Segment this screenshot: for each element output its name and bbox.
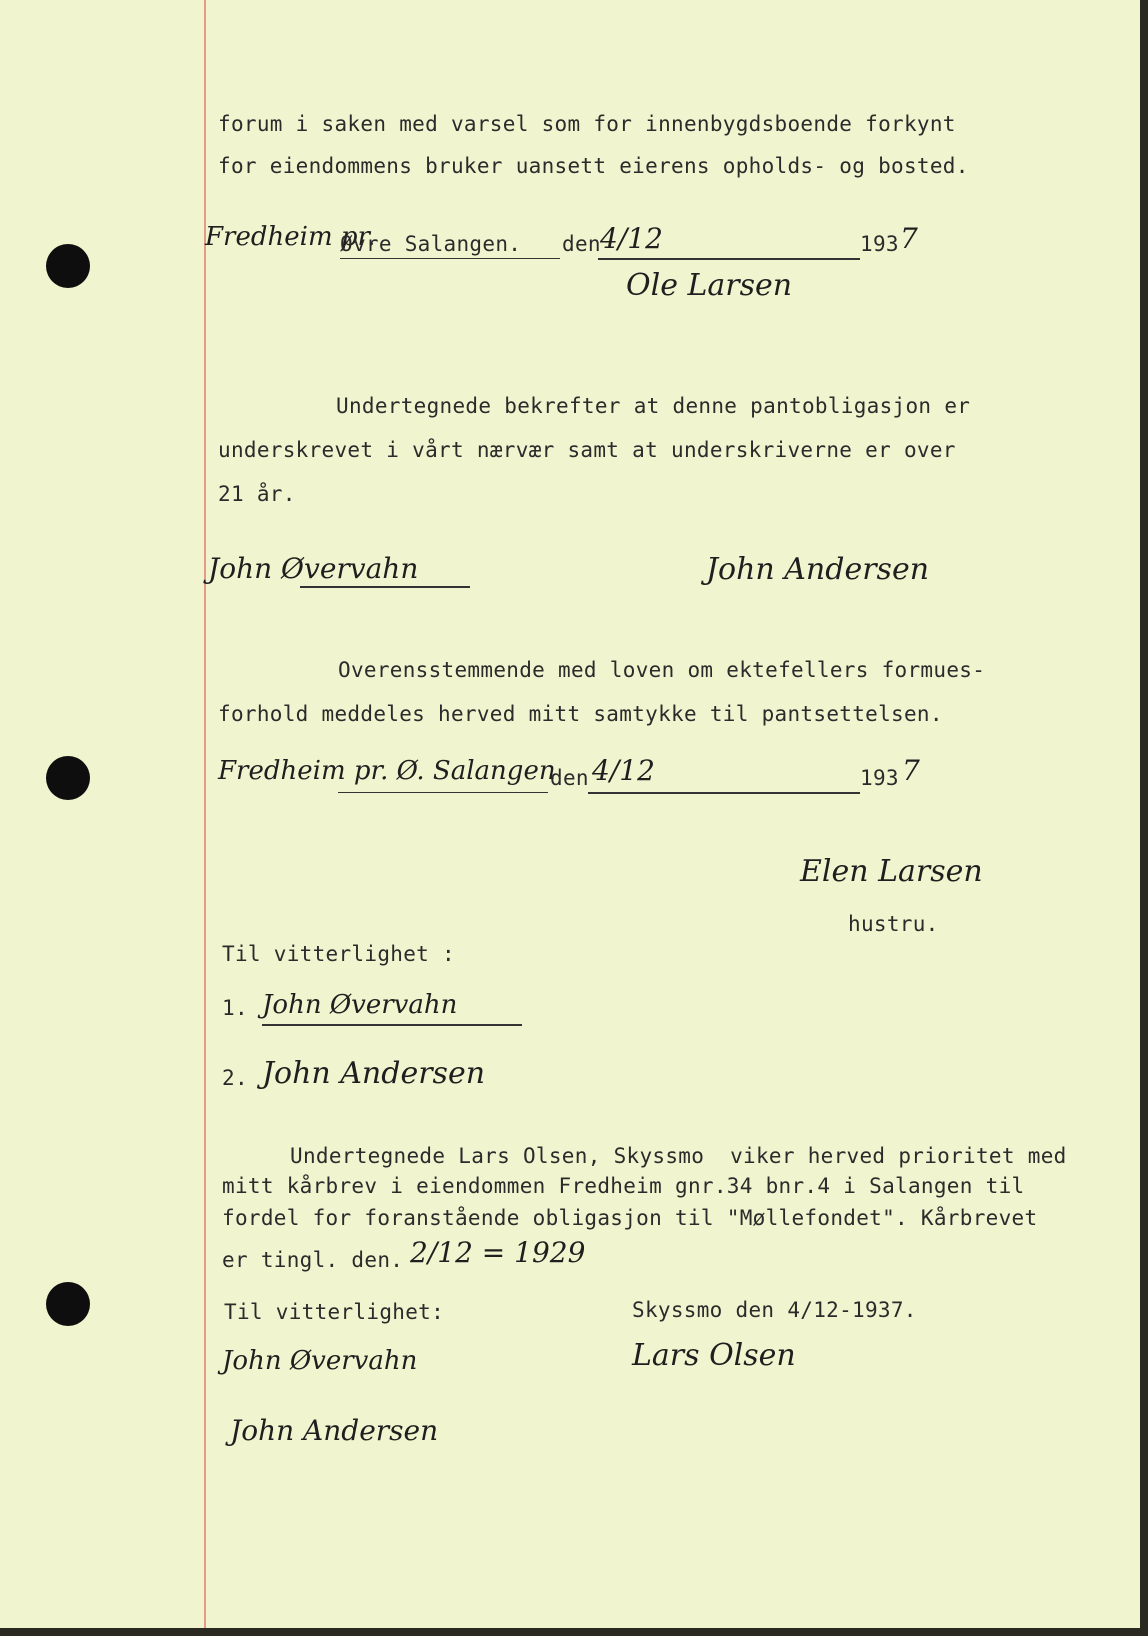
- signature-lars-olsen: Lars Olsen: [632, 1338, 796, 1373]
- witness-block1-label: Til vitterlighet :: [222, 942, 455, 966]
- paragraph1-line2: for eiendommens bruker uansett eierens opholds- og bosted.: [218, 154, 969, 178]
- wife-title: hustru.: [848, 912, 939, 936]
- signature-witness2: John Andersen: [706, 552, 930, 587]
- priority-registration-date: 2/12 = 1929: [410, 1236, 586, 1269]
- year2-handwritten: 7: [902, 754, 920, 787]
- year2-typed: 193: [860, 766, 899, 790]
- paragraph1-line1: forum i saken med varsel som for innenbygdsboende forkynt: [218, 112, 956, 136]
- den-label: den: [562, 232, 601, 256]
- witness-block1-signature1: John Øvervahn: [262, 990, 458, 1020]
- signature-owner: Ole Larsen: [626, 268, 793, 303]
- date-underline: [598, 258, 860, 260]
- date2-underline: [588, 792, 860, 794]
- priority-paragraph-line1: Undertegnede Lars Olsen, Skyssmo viker herved prioritet med: [290, 1144, 1067, 1168]
- witness-paragraph-line3: 21 år.: [218, 482, 296, 506]
- witness-block1-number2: 2.: [222, 1066, 248, 1090]
- place2-underline: [338, 792, 548, 793]
- consent-paragraph-line2: forhold meddeles herved mitt samtykke til pantsettelsen.: [218, 702, 943, 726]
- witness-paragraph-line1: Undertegnede bekrefter at denne pantobligasjon er: [336, 394, 971, 418]
- witness-block2-label: Til vitterlighet:: [224, 1300, 445, 1324]
- place-typed: Øvre Salangen.: [340, 232, 522, 256]
- den-label-2: den: [550, 766, 589, 790]
- witness-paragraph-line2: underskrevet i vårt nærvær samt at underskriverne er over: [218, 438, 956, 462]
- place2-handwritten: Fredheim pr. Ø. Salangen: [218, 756, 556, 786]
- signature-witness1: John Øvervahn: [208, 552, 419, 585]
- witness-block2-signature2: John Andersen: [230, 1414, 439, 1447]
- punch-hole: [46, 756, 90, 800]
- punch-hole: [46, 244, 90, 288]
- witness-block1-number1: 1.: [222, 996, 248, 1020]
- place-underline: [340, 258, 560, 259]
- witness-block2-signature1: John Øvervahn: [222, 1346, 418, 1376]
- skyssmo-place-date: Skyssmo den 4/12-1937.: [632, 1298, 917, 1322]
- witness-block1-underline1: [262, 1024, 522, 1026]
- witness1-underline: [300, 586, 470, 588]
- priority-paragraph-line3: fordel for foranstående obligasjon til "Møllefondet". Kårbrevet: [222, 1206, 1038, 1230]
- priority-paragraph-line4: er tingl. den.: [222, 1248, 404, 1272]
- scan-edge: [0, 1628, 1148, 1636]
- place-handwritten: Fredheim pr.: [205, 222, 376, 252]
- consent-paragraph-line1: Overensstemmende med loven om ektefellers formues-: [338, 658, 986, 682]
- punch-hole: [46, 1282, 90, 1326]
- witness-block1-signature2: John Andersen: [262, 1056, 486, 1091]
- date-handwritten: 4/12: [600, 222, 663, 255]
- signature-wife: Elen Larsen: [800, 854, 983, 889]
- year-handwritten: 7: [900, 222, 918, 255]
- date2-handwritten: 4/12: [592, 754, 655, 787]
- priority-paragraph-line2: mitt kårbrev i eiendommen Fredheim gnr.34 bnr.4 i Salangen til: [222, 1174, 1025, 1198]
- year-typed: 193: [860, 232, 899, 256]
